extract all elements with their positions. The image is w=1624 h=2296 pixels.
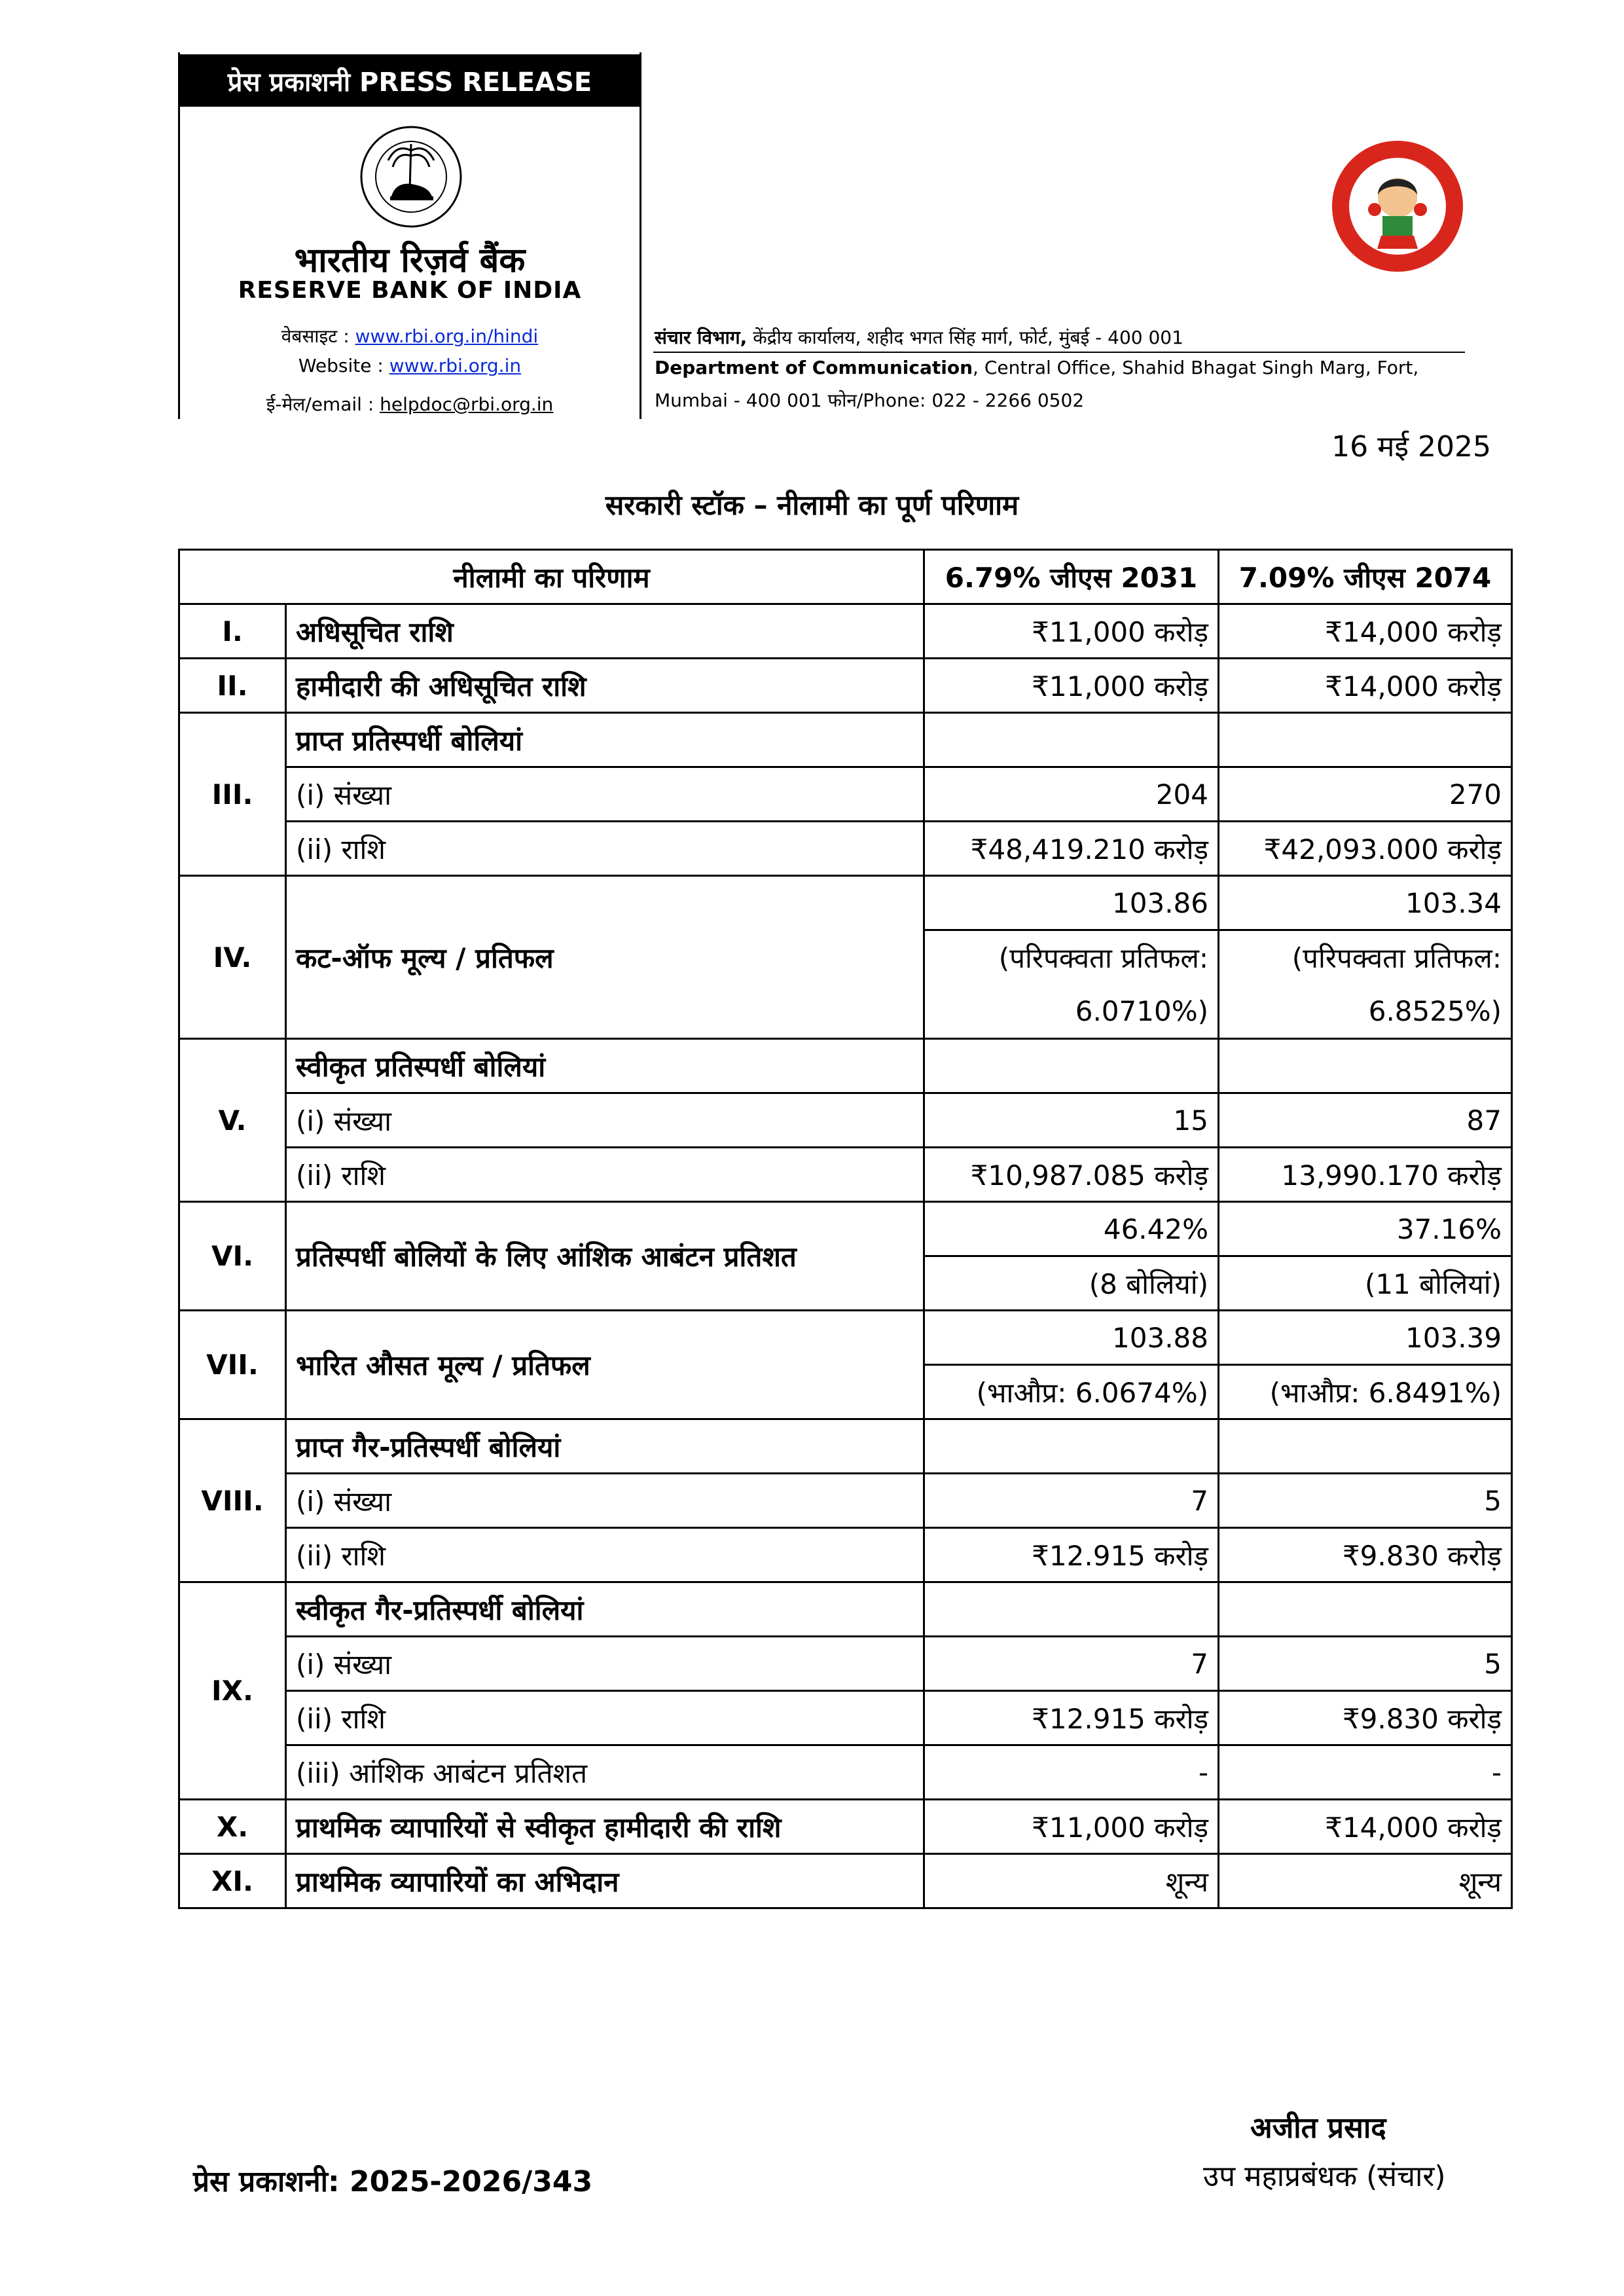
row-number: VII. [179, 1311, 286, 1419]
value-security-2: - [1219, 1745, 1512, 1800]
value-security-1: ₹11,000 करोड़ [924, 659, 1219, 713]
table-row [179, 1582, 1512, 1637]
row-label: स्वीकृत प्रतिस्पर्धी बोलियां [286, 1039, 924, 1093]
value-security-1: 204 [924, 767, 1219, 822]
value-security-2: (11 बोलियां) [1219, 1256, 1512, 1311]
row-number: V. [179, 1039, 286, 1202]
table-subrow [179, 1148, 1512, 1202]
row-number: IV. [179, 876, 286, 1039]
row-number: III. [179, 713, 286, 876]
value-security-1: शून्य [924, 1854, 1219, 1908]
row-label: कट-ऑफ मूल्य / प्रतिफल [286, 876, 924, 1039]
row-number: X. [179, 1800, 286, 1854]
value-security-2: (परिपक्वता प्रतिफल: [1219, 930, 1512, 985]
website-hindi-line [178, 323, 641, 348]
value-security-1: (परिपक्वता प्रतिफल: [924, 930, 1219, 985]
subrow-label: (ii) राशि [286, 1528, 924, 1582]
value-security-2: 103.34 [1219, 876, 1512, 930]
value-security-2: 6.8525%) [1219, 985, 1512, 1039]
value-security-1: ₹48,419.210 करोड़ [924, 822, 1219, 876]
row-label: स्वीकृत गैर-प्रतिस्पर्धी बोलियां [286, 1582, 924, 1637]
department-hindi-bold: संचार विभाग, [655, 327, 748, 348]
table-row [179, 1854, 1512, 1908]
auction-results-table [178, 549, 1513, 1909]
value-security-1: 15 [924, 1093, 1219, 1148]
signatory-name: अजीत प्रसाद [1250, 2111, 1386, 2145]
row-label: अधिसूचित राशि [286, 604, 924, 659]
email-label: ई-मेल/email : [266, 393, 380, 415]
row-number: VIII. [179, 1419, 286, 1582]
table-subrow [179, 1528, 1512, 1582]
header-auction-result: नीलामी का परिणाम [179, 550, 924, 604]
value-security-1: ₹11,000 करोड़ [924, 604, 1219, 659]
department-english [655, 357, 1418, 378]
value-security-2: ₹14,000 करोड़ [1219, 604, 1512, 659]
subrow-label: (ii) राशि [286, 822, 924, 876]
header-security-2: 7.09% जीएस 2074 [1219, 550, 1512, 604]
subrow-label: (ii) राशि [286, 1691, 924, 1745]
table-row [179, 659, 1512, 713]
subrow-label: (i) संख्या [286, 767, 924, 822]
beti-bachao-logo-icon [1329, 137, 1466, 275]
department-divider [653, 352, 1465, 353]
email-line [178, 392, 641, 416]
row-label: प्रतिस्पर्धी बोलियों के लिए आंशिक आबंटन प्रतिशत [286, 1202, 924, 1311]
row-label: प्राथमिक व्यापारियों से स्वीकृत हामीदारी की राशि [286, 1800, 924, 1854]
value-security-2: शून्य [1219, 1854, 1512, 1908]
value-security-2: 270 [1219, 767, 1512, 822]
table-row [179, 604, 1512, 659]
email-address[interactable]: helpdoc@rbi.org.in [380, 393, 554, 415]
website-hindi-label: वेबसाइट : [281, 325, 355, 347]
release-date: 16 मई 2025 [1331, 430, 1491, 464]
table-row [179, 1311, 1512, 1365]
department-hindi [655, 325, 1183, 350]
website-english-label: Website : [298, 355, 389, 376]
value-security-2: 103.39 [1219, 1311, 1512, 1365]
row-number: I. [179, 604, 286, 659]
table-row [179, 1419, 1512, 1474]
value-security-1: 103.86 [924, 876, 1219, 930]
value-security-2: ₹14,000 करोड़ [1219, 659, 1512, 713]
website-english-line [178, 355, 641, 376]
value-security-2: ₹14,000 करोड़ [1219, 1800, 1512, 1854]
table-subrow [179, 767, 1512, 822]
department-english-rest: , Central Office, Shahid Bhagat Singh Marg, Fort, [973, 357, 1419, 378]
row-number: XI. [179, 1854, 286, 1908]
value-security-2: 13,990.170 करोड़ [1219, 1148, 1512, 1202]
department-hindi-rest: केंद्रीय कार्यालय, शहीद भगत सिंह मार्ग, फोर्ट, मुंबई - 400 001 [747, 327, 1183, 348]
table-subrow [179, 822, 1512, 876]
table-row [179, 713, 1512, 767]
subrow-label: (i) संख्या [286, 1093, 924, 1148]
table-subrow [179, 1691, 1512, 1745]
table-subrow [179, 1093, 1512, 1148]
value-security-2: 87 [1219, 1093, 1512, 1148]
department-phone: Mumbai - 400 001 फोन/Phone: 022 - 2266 0502 [655, 390, 1085, 411]
value-security-2: ₹42,093.000 करोड़ [1219, 822, 1512, 876]
row-label: प्राप्त गैर-प्रतिस्पर्धी बोलियां [286, 1419, 924, 1474]
value-security-1: ₹10,987.085 करोड़ [924, 1148, 1219, 1202]
table-subrow [179, 1637, 1512, 1691]
value-security-2: 5 [1219, 1474, 1512, 1528]
table-row [179, 1202, 1512, 1256]
page-title: सरकारी स्टॉक – नीलामी का पूर्ण परिणाम [605, 489, 1019, 521]
table-row [179, 1800, 1512, 1854]
website-english-link[interactable]: www.rbi.org.in [389, 355, 522, 376]
value-security-2: ₹9.830 करोड़ [1219, 1691, 1512, 1745]
press-release-number: प्रेस प्रकाशनी: 2025-2026/343 [193, 2165, 593, 2198]
bank-name-hindi: भारतीय रिज़र्व बैंक [294, 241, 526, 280]
value-security-1: 103.88 [924, 1311, 1219, 1365]
subrow-label: (iii) आंशिक आबंटन प्रतिशत [286, 1745, 924, 1800]
table-subrow [179, 1745, 1512, 1800]
value-security-1: - [924, 1745, 1219, 1800]
value-security-1: 7 [924, 1474, 1219, 1528]
table-row [179, 876, 1512, 930]
table-subrow [179, 1474, 1512, 1528]
value-security-1: 6.0710%) [924, 985, 1219, 1039]
row-label: भारित औसत मूल्य / प्रतिफल [286, 1311, 924, 1419]
row-number: VI. [179, 1202, 286, 1311]
department-english-bold: Department of Communication [655, 357, 973, 378]
value-security-2: (भाऔप्र: 6.8491%) [1219, 1365, 1512, 1419]
website-hindi-link[interactable]: www.rbi.org.in/hindi [355, 325, 539, 347]
header-security-1: 6.79% जीएस 2031 [924, 550, 1219, 604]
value-security-2: 37.16% [1219, 1202, 1512, 1256]
value-security-1: (भाऔप्र: 6.0674%) [924, 1365, 1219, 1419]
subrow-label: (i) संख्या [286, 1474, 924, 1528]
value-security-1: ₹12.915 करोड़ [924, 1691, 1219, 1745]
rbi-emblem-icon [359, 124, 463, 229]
value-security-1: 46.42% [924, 1202, 1219, 1256]
row-label: हामीदारी की अधिसूचित राशि [286, 659, 924, 713]
subrow-label: (ii) राशि [286, 1148, 924, 1202]
signatory-title: उप महाप्रबंधक (संचार) [1203, 2160, 1446, 2193]
value-security-2: 5 [1219, 1637, 1512, 1691]
press-release-banner: प्रेस प्रकाशनी PRESS RELEASE [178, 54, 641, 107]
value-security-2: ₹9.830 करोड़ [1219, 1528, 1512, 1582]
bank-name-english: RESERVE BANK OF INDIA [238, 277, 582, 304]
table-header-row [179, 550, 1512, 604]
row-label: प्राप्त प्रतिस्पर्धी बोलियां [286, 713, 924, 767]
value-security-1: ₹12.915 करोड़ [924, 1528, 1219, 1582]
value-security-1: 7 [924, 1637, 1219, 1691]
value-security-1: (8 बोलियां) [924, 1256, 1219, 1311]
row-number: IX. [179, 1582, 286, 1800]
value-security-1: ₹11,000 करोड़ [924, 1800, 1219, 1854]
table-row [179, 1039, 1512, 1093]
row-number: II. [179, 659, 286, 713]
subrow-label: (i) संख्या [286, 1637, 924, 1691]
row-label: प्राथमिक व्यापारियों का अभिदान [286, 1854, 924, 1908]
